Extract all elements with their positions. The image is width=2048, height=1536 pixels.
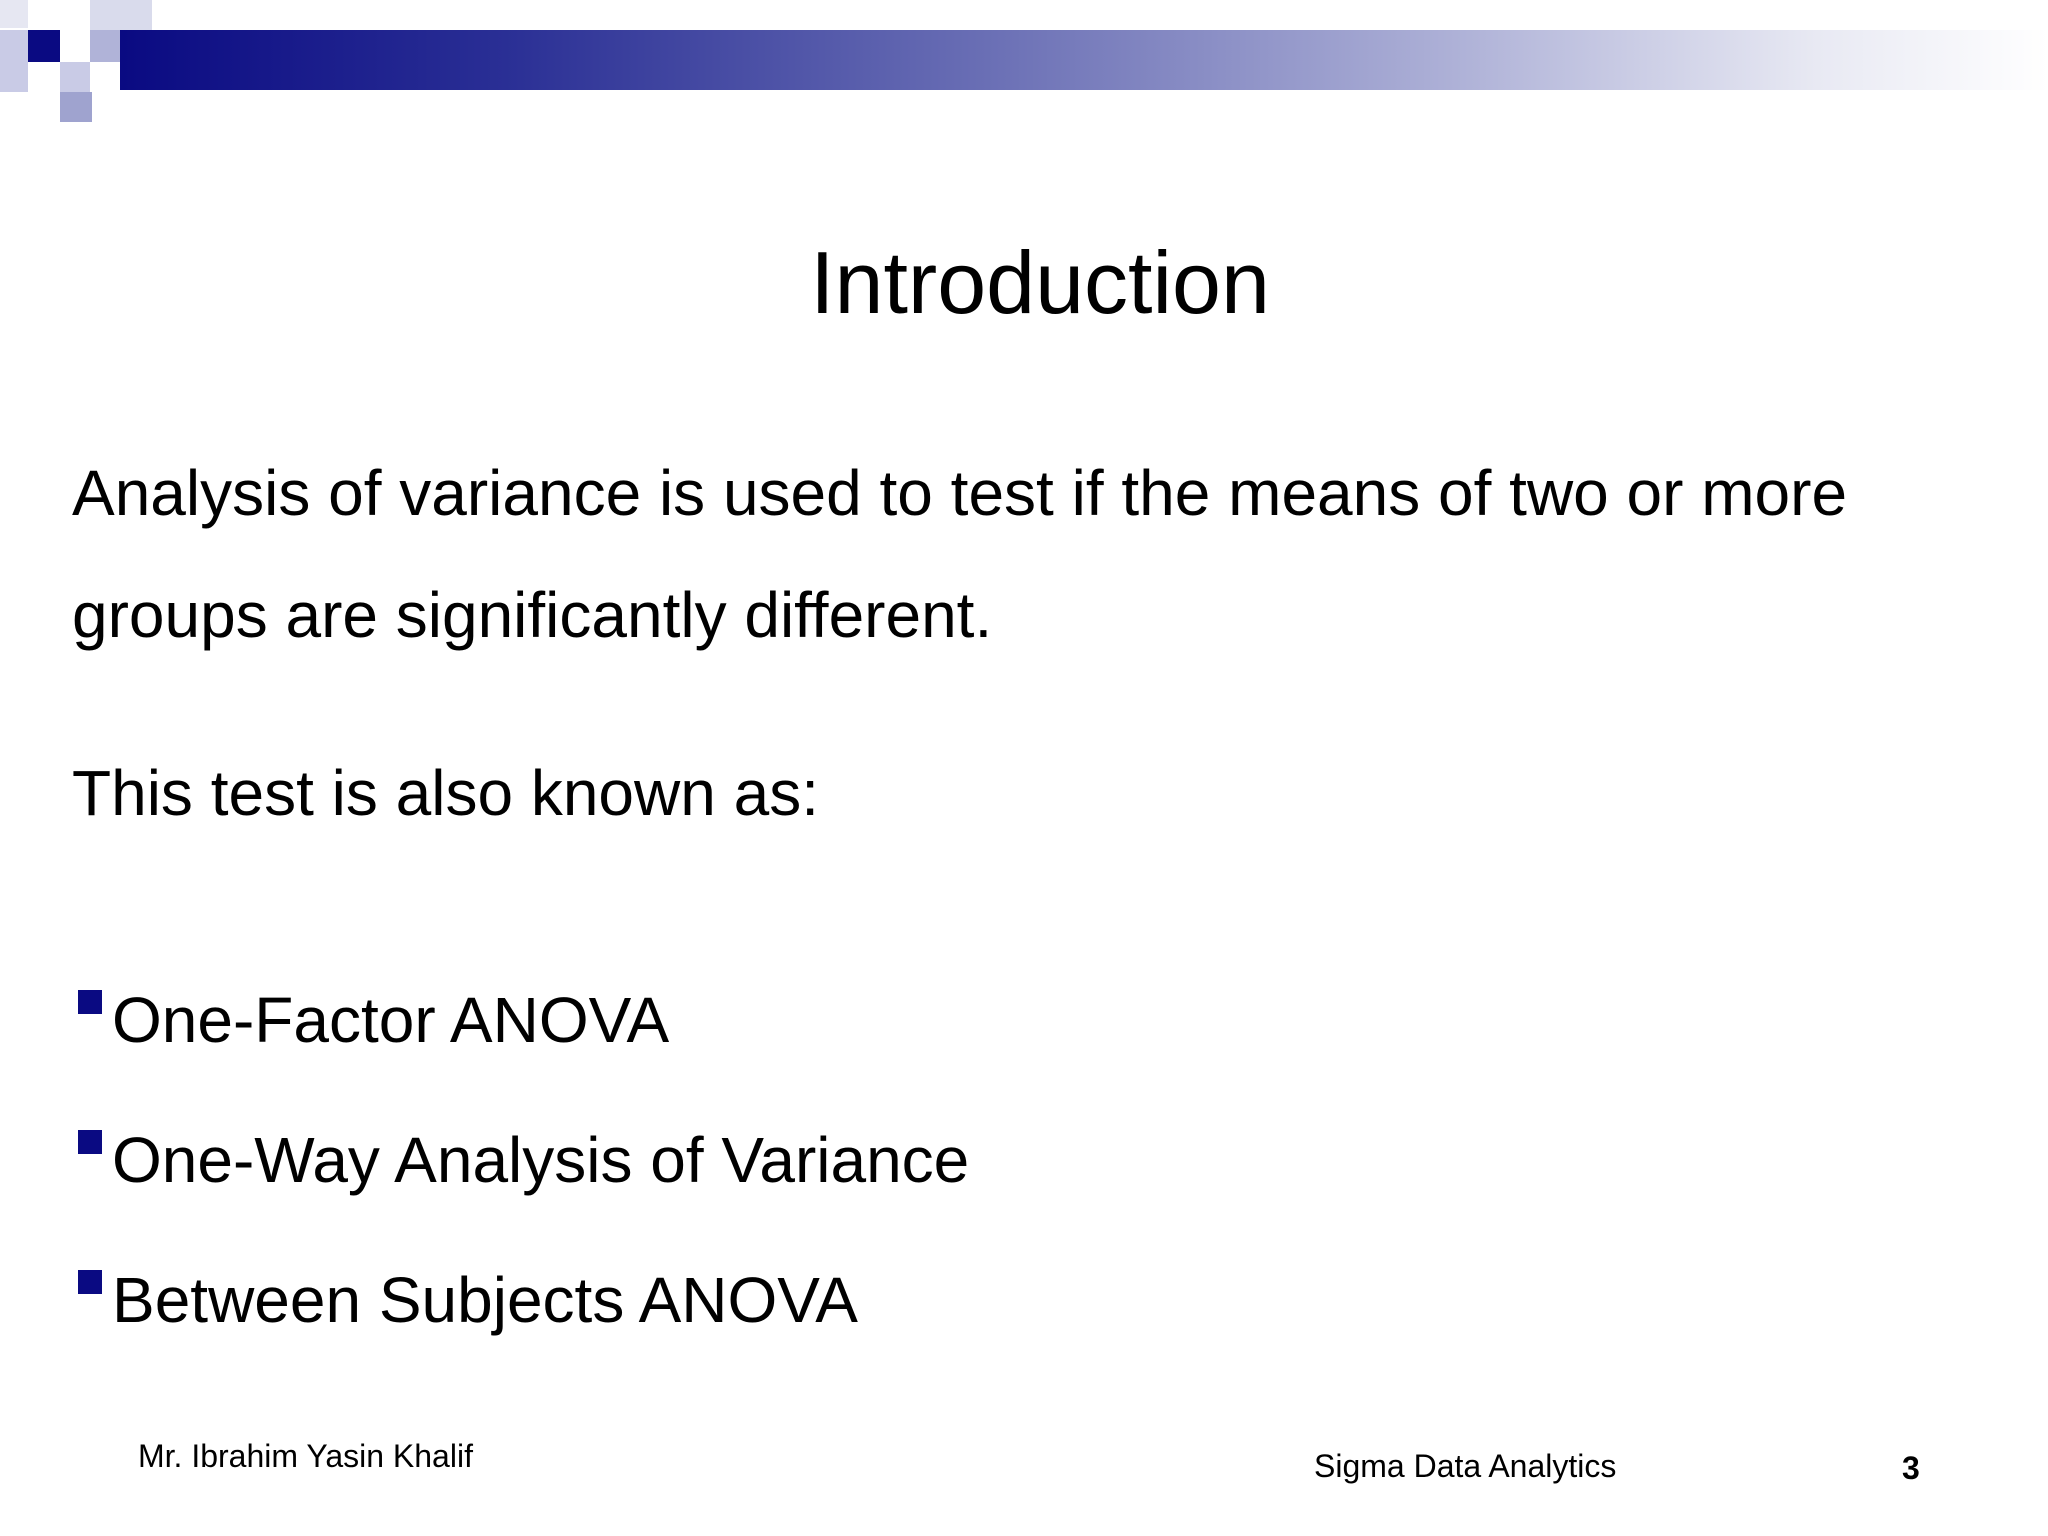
- list-item: [78, 1090, 969, 1230]
- page-number: 3: [1902, 1450, 1920, 1486]
- footer-author: Mr. Ibrahim Yasin Khalif: [138, 1438, 473, 1474]
- header-decor-square: [90, 30, 120, 62]
- bullet-text: One-Way Analysis of Variance: [112, 1124, 970, 1196]
- header-decor-square: [60, 30, 90, 62]
- header-gradient-band: [120, 30, 2048, 90]
- header-decor-square: [28, 0, 90, 30]
- square-bullet-icon: [78, 1270, 102, 1294]
- square-bullet-icon: [78, 1130, 102, 1154]
- slide-title: Introduction: [810, 233, 1270, 332]
- header-decor-square: [0, 0, 28, 28]
- header-decor-square: [28, 30, 60, 62]
- intro-paragraph: Analysis of variance is used to test if the means of two or more groups are significantly different.: [72, 457, 1848, 651]
- bullet-text: Between Subjects ANOVA: [112, 1264, 858, 1336]
- footer-organization: Sigma Data Analytics: [1314, 1448, 1617, 1484]
- header-decor-square: [90, 0, 152, 30]
- header-decor-square: [0, 30, 28, 92]
- header-decor-square: [60, 62, 90, 92]
- bullet-text: One-Factor ANOVA: [112, 984, 670, 1056]
- aka-paragraph: This test is also known as:: [72, 757, 819, 829]
- header-decor-square: [60, 92, 92, 122]
- square-bullet-icon: [78, 990, 102, 1014]
- bullet-list: [78, 950, 969, 1370]
- list-item: [78, 950, 969, 1090]
- list-item: [78, 1230, 969, 1370]
